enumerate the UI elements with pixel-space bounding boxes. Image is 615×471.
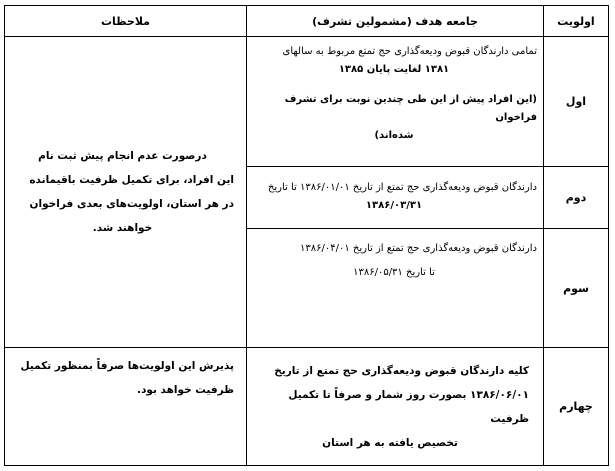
table-header-row bbox=[5, 6, 609, 37]
table-row bbox=[5, 37, 609, 167]
priority-cell: چهارم bbox=[544, 348, 609, 466]
notes-cell bbox=[5, 348, 247, 466]
target-line: تخصیص یافته به هر استان bbox=[322, 436, 458, 449]
target-line: ۱۳۸۶/۰۶/۰۱ بصورت روز شمار و صرفاً تا تکمیل ظرفیت bbox=[288, 388, 529, 425]
target-line: دارندگان قبوض ودیعه‌گذاری حج تمتع از تاریخ ۱۳۸۶/۰۱/۰۱ تا تاریخ bbox=[267, 182, 537, 194]
target-line: دارندگان قبوض ودیعه‌گذاری حج تمتع از تاریخ ۱۳۸۶/۰۴/۰۱ bbox=[299, 243, 537, 255]
note-line: خواهند شد. bbox=[92, 222, 153, 235]
priority-cell: اول bbox=[544, 37, 609, 167]
header-notes: ملاحظات bbox=[5, 6, 247, 37]
table-row bbox=[5, 348, 609, 466]
target-line: کلیه دارندگان قبوض ودیعه‌گذاری حج تمتع از تاریخ bbox=[274, 364, 529, 377]
target-line: ۱۳۸۶/۰۳/۳۱ bbox=[365, 200, 423, 212]
priority-cell: دوم bbox=[544, 166, 609, 228]
target-cell bbox=[247, 37, 544, 167]
target-line: ۱۳۸۱ لغایت پایان ۱۳۸۵ bbox=[338, 64, 450, 76]
target-line: (این افراد پیش از این طی چندین نوبت برای تشرف فراخوان bbox=[284, 94, 537, 124]
notes-cell bbox=[5, 37, 247, 348]
note-line: این افراد، برای تکمیل ظرفیت باقیمانده bbox=[29, 174, 234, 187]
priority-cell: سوم bbox=[544, 229, 609, 348]
note-line: در هر استان، اولویت‌های بعدی فراخوان bbox=[29, 198, 234, 211]
target-line: تا تاریخ ۱۳۸۶/۰۵/۳۱ bbox=[353, 267, 435, 279]
spacer bbox=[251, 79, 537, 91]
target-cell bbox=[247, 166, 544, 228]
header-target: جامعه هدف (مشمولین تشرف) bbox=[247, 6, 544, 37]
note-line: درصورت عدم انجام پیش ثبت نام bbox=[38, 150, 207, 163]
note-line: ظرفیت خواهد بود. bbox=[136, 384, 234, 397]
target-line: شده‌اند) bbox=[374, 130, 414, 142]
target-cell bbox=[247, 348, 544, 466]
target-cell bbox=[247, 229, 544, 348]
header-priority: اولویت bbox=[544, 6, 609, 37]
priority-table bbox=[4, 5, 609, 466]
note-line: پذیرش این اولویت‌ها صرفاً بمنظور تکمیل bbox=[20, 360, 234, 373]
target-line: تمامی دارندگان قبوض ودیعه‌گذاری حج تمتع مربوط به سالهای bbox=[282, 46, 537, 58]
